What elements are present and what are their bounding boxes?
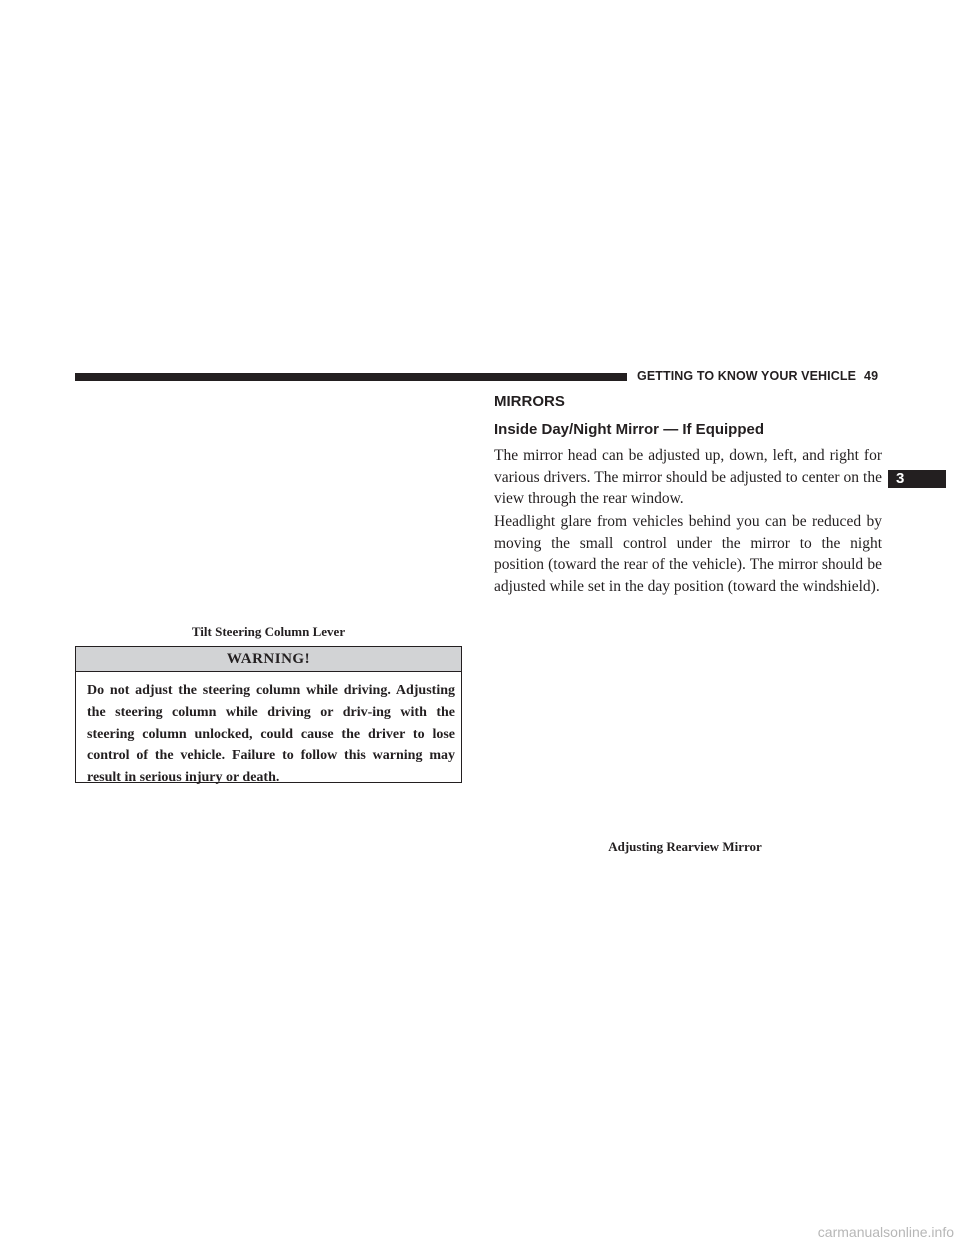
section-heading: MIRRORS [494, 393, 565, 410]
figure-caption-rearview-mirror: Adjusting Rearview Mirror [608, 839, 762, 854]
paragraph: Headlight glare from vehicles behind you can be reduced by moving the small control under the mirror to the night position (toward the rear of the vehicle). The mirror should be adjusted while set in the day position (toward the windshield). [494, 513, 882, 596]
chapter-tab: 3 [888, 470, 946, 488]
watermark-link[interactable]: carmanualsonline.info [817, 1224, 954, 1240]
header-rule [75, 373, 627, 381]
running-header [637, 369, 878, 383]
figure-caption-tilt-steering: Tilt Steering Column Lever [191, 624, 346, 639]
warning-body: Do not adjust the steering column while driving. Adjusting the steering column while driving or driv-ing with the steering column unlocked, could cause the driver to lose control of the vehicle. Failure to follow this warning may result in serious injury or death. [87, 683, 455, 786]
running-header-title: GETTING TO KNOW YOUR VEHICLE [637, 369, 857, 383]
page-number: 49 [864, 369, 879, 383]
warning-title: WARNING! [76, 647, 461, 672]
paragraph: The mirror head can be adjusted up, down, left, and right for various drivers. The mirror should be adjusted to center on the view through the rear window. [494, 447, 882, 508]
subheading: Inside Day/Night Mirror — If Equipped [494, 421, 765, 438]
warning-box [75, 646, 462, 786]
